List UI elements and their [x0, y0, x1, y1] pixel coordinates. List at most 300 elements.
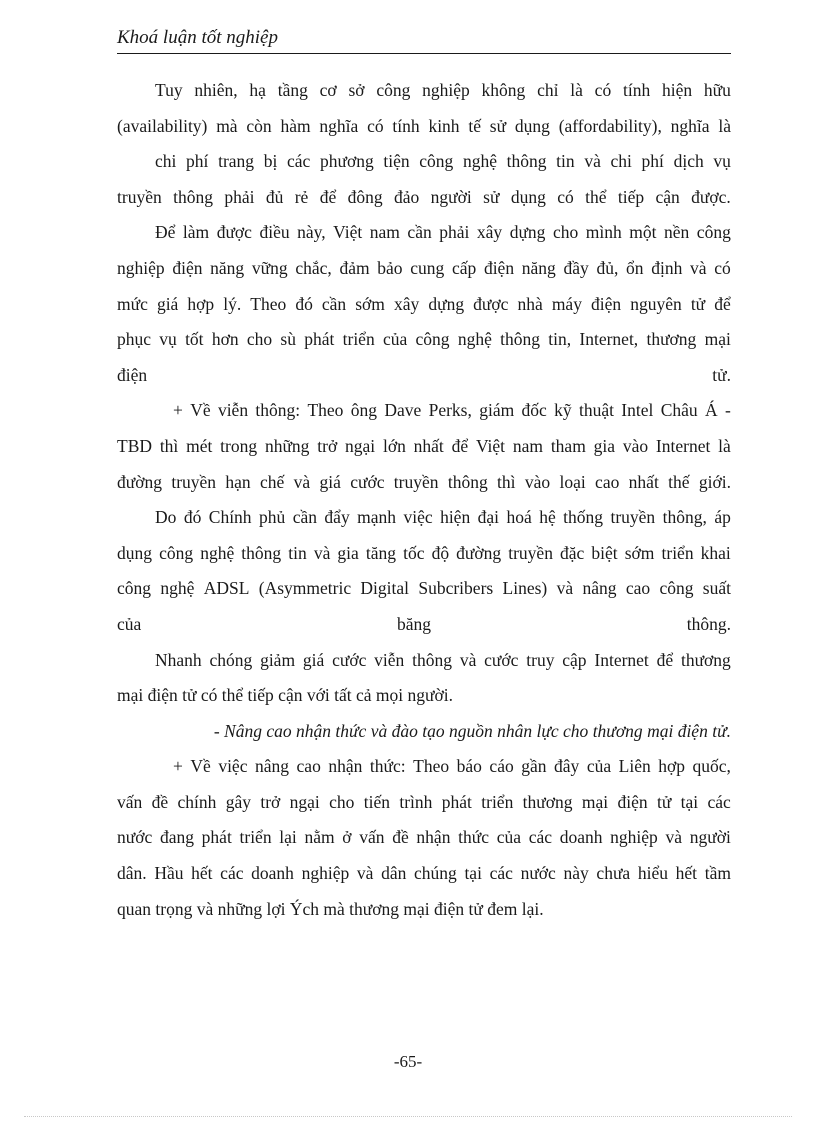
word: tính	[622, 80, 651, 100]
word: giám	[479, 400, 515, 421]
word: và	[313, 542, 331, 563]
word: phủ	[259, 507, 286, 528]
word: truyền	[117, 186, 162, 207]
word: Lines)	[502, 578, 548, 599]
word: Việt	[333, 222, 363, 243]
word: tin	[288, 542, 307, 563]
word: thương	[349, 898, 400, 919]
word: Internet,	[579, 329, 639, 350]
word: cần	[321, 293, 347, 314]
word: nước	[520, 863, 556, 884]
word: (availability)	[117, 115, 208, 136]
word: sử	[483, 186, 500, 207]
word: hiện	[440, 507, 471, 528]
word: có	[714, 257, 731, 278]
text-line	[117, 571, 731, 607]
word: nguồn	[448, 720, 493, 741]
word: mại	[581, 791, 609, 812]
page-number: -65-	[393, 1052, 423, 1071]
word: còn	[246, 115, 272, 136]
word: sớm	[355, 293, 385, 314]
text-line	[117, 500, 731, 536]
word: công	[117, 578, 152, 599]
word: mà	[323, 898, 345, 919]
word: Do	[155, 507, 177, 528]
text-line	[117, 287, 731, 323]
word: Nhanh	[155, 649, 202, 670]
word: doanh	[251, 863, 294, 884]
word: mại	[117, 685, 144, 706]
word: dụng	[514, 115, 550, 136]
word: nghệ	[457, 329, 492, 350]
word: chính	[177, 791, 217, 812]
word: thông	[500, 329, 540, 350]
word: Subcribers	[418, 578, 494, 599]
word: đảo	[394, 186, 420, 207]
word: viễn	[374, 649, 405, 670]
text-line	[117, 251, 731, 287]
word: vào	[622, 435, 649, 456]
word: -	[724, 400, 731, 421]
word: tốc	[403, 542, 425, 563]
word: tử	[468, 898, 483, 919]
word: nghiệp	[422, 80, 470, 100]
body-text	[117, 73, 731, 927]
word: điện	[147, 685, 178, 706]
word: Dave	[384, 400, 422, 421]
word: nằm	[304, 827, 335, 848]
word: với	[306, 685, 330, 706]
word: hạn	[225, 471, 251, 492]
text-line	[117, 892, 731, 928]
word: mình	[585, 222, 622, 243]
word: thông:	[255, 400, 301, 421]
word: phương	[319, 151, 374, 172]
word: tin,	[548, 329, 572, 350]
word: mà	[216, 115, 238, 136]
word: của	[117, 613, 142, 634]
word: công	[659, 578, 694, 599]
word: nghiệp	[117, 257, 165, 278]
word: phí	[186, 151, 209, 172]
word: truyền	[610, 507, 656, 528]
word: của	[586, 756, 612, 777]
word: đó	[295, 293, 313, 314]
word: và	[370, 720, 388, 741]
word: nhiên,	[194, 80, 238, 100]
header-rule	[117, 53, 731, 54]
word: máy	[551, 293, 582, 314]
word: Digital	[360, 578, 410, 599]
word: triển	[342, 329, 375, 350]
word: truyền	[508, 542, 553, 563]
text-line	[117, 215, 731, 251]
word: trang	[218, 151, 255, 172]
word: lực	[536, 720, 559, 741]
word: hoá	[506, 507, 532, 528]
word: chế	[259, 471, 285, 492]
word: nghĩa	[319, 115, 359, 136]
word: mức	[117, 293, 148, 314]
word: tạo	[422, 720, 445, 741]
word: và	[556, 578, 574, 599]
word: của	[382, 329, 408, 350]
word: triển	[481, 791, 514, 812]
word: cận	[278, 685, 303, 706]
word: này	[563, 863, 589, 884]
word: thông,	[662, 507, 707, 528]
word: đem	[487, 898, 518, 919]
word: được	[216, 222, 252, 243]
text-line	[117, 144, 731, 180]
word: vấn	[117, 791, 143, 812]
word: các	[528, 827, 552, 848]
word: cần	[292, 507, 317, 528]
word: +	[173, 756, 183, 777]
word: chi	[155, 151, 177, 172]
word: thương	[592, 720, 643, 741]
word: báo	[456, 756, 482, 777]
word: Theo	[413, 756, 450, 777]
word: này,	[297, 222, 326, 243]
word: viễn	[217, 400, 249, 421]
word: có	[594, 80, 612, 100]
word: băng	[397, 613, 432, 634]
word: và	[293, 471, 311, 492]
word: hạ	[249, 80, 266, 100]
word: (affordability),	[558, 115, 662, 136]
word: điện	[434, 898, 465, 919]
word: Việt	[475, 435, 506, 456]
word: và	[584, 151, 601, 172]
word: đủ,	[596, 257, 619, 278]
word: tại	[680, 791, 699, 812]
word: các	[707, 791, 731, 812]
text-line	[117, 465, 731, 501]
word: điện	[591, 293, 622, 314]
word: quốc,	[692, 756, 731, 777]
word: nghiệp	[301, 863, 350, 884]
word: đang	[159, 827, 194, 848]
word: giá	[319, 471, 341, 492]
word: nhất	[628, 471, 659, 492]
word: nghệ	[160, 578, 195, 599]
word: truy	[526, 649, 555, 670]
word: thống	[563, 507, 604, 528]
word: vụ	[713, 151, 731, 172]
word: cấp	[451, 257, 477, 278]
word: suất	[702, 578, 731, 599]
word: nghiệp	[610, 827, 658, 848]
word: sớm	[624, 542, 655, 563]
word: các	[489, 863, 513, 884]
word: và	[665, 827, 683, 848]
word: trình	[399, 791, 433, 812]
text-line	[117, 785, 731, 821]
word: ở	[342, 827, 352, 848]
word: người.	[407, 685, 453, 706]
word: rẻ	[294, 186, 309, 207]
word: là	[570, 80, 583, 100]
word: cao	[296, 756, 321, 777]
word: lại.	[521, 898, 544, 919]
word: mại	[704, 329, 731, 350]
word: mọi	[375, 685, 404, 706]
word: được	[473, 293, 509, 314]
word: thức:	[369, 756, 406, 777]
word: Hầu	[154, 863, 184, 884]
word: triển	[239, 827, 272, 848]
word: triển	[661, 542, 694, 563]
word: phát	[441, 791, 472, 812]
word: điện	[483, 257, 515, 278]
word: việc	[403, 507, 433, 528]
word: hợp	[658, 756, 685, 777]
word: tử	[656, 791, 672, 812]
word: thông	[447, 471, 488, 492]
word: thì	[497, 471, 516, 492]
word: tăng	[365, 542, 397, 563]
word: nhà	[517, 293, 543, 314]
word: Á	[704, 400, 718, 421]
word: đầy	[563, 257, 589, 278]
word: trong	[220, 435, 258, 456]
word: tầng	[277, 80, 308, 100]
word: Intel	[621, 400, 654, 421]
word: tầm	[704, 863, 731, 884]
word: cần	[407, 222, 432, 243]
word: tế	[468, 115, 481, 136]
word: cước	[332, 649, 367, 670]
word: mạnh	[357, 507, 397, 528]
word: có	[557, 186, 574, 207]
word: thuật	[578, 400, 614, 421]
word: thương	[522, 791, 573, 812]
word: để	[319, 186, 337, 207]
word: làm	[182, 222, 210, 243]
word: nền	[664, 222, 690, 243]
word: Theo	[250, 293, 287, 314]
word: loại	[559, 471, 586, 492]
text-line	[117, 714, 731, 750]
word: tử	[182, 685, 197, 706]
word: những	[217, 898, 263, 919]
word: điện	[677, 720, 708, 741]
word: áp	[714, 507, 731, 528]
word: dụng	[510, 186, 546, 207]
word: Chính	[208, 507, 252, 528]
word: cho	[246, 329, 273, 350]
word: điện	[172, 257, 203, 278]
word: sở	[348, 80, 365, 100]
word: cho	[563, 720, 589, 741]
text-line	[117, 322, 731, 358]
word: và	[690, 257, 707, 278]
word: đề	[151, 791, 169, 812]
word: thông	[506, 151, 547, 172]
word: cho	[552, 222, 579, 243]
text-line	[117, 678, 731, 714]
word: các	[286, 151, 311, 172]
word: dịch	[673, 151, 704, 172]
word: Nâng	[224, 720, 262, 741]
word: kinh	[428, 115, 460, 136]
word: lại	[279, 827, 297, 848]
word: tin	[556, 151, 575, 172]
word: đủ	[265, 186, 284, 207]
word: việc	[218, 756, 248, 777]
word: ngại	[289, 791, 320, 812]
word: nhận	[296, 720, 331, 741]
word: +	[173, 400, 183, 421]
word: đông	[347, 186, 383, 207]
word: kỹ	[554, 400, 572, 421]
word: hiện	[662, 80, 693, 100]
text-line	[117, 358, 731, 394]
word: thông	[173, 186, 213, 207]
word: Để	[155, 222, 176, 243]
word: thông	[241, 542, 282, 563]
word: tham	[550, 435, 586, 456]
page-bottom-dotted-rule	[24, 1116, 792, 1117]
word: tốt	[185, 329, 204, 350]
word: thông.	[686, 613, 731, 634]
word: cho	[329, 791, 355, 812]
word: giá	[156, 293, 179, 314]
page-header-title: Khoá luận tốt nghiệp	[117, 27, 278, 48]
text-line	[117, 73, 731, 109]
word: mại	[403, 898, 430, 919]
word: giá	[302, 649, 325, 670]
word: một	[629, 222, 657, 243]
word: xây	[476, 222, 503, 243]
word: Theo	[307, 400, 344, 421]
word: chi	[610, 151, 632, 172]
word: cao	[625, 578, 651, 599]
word: -	[213, 720, 220, 741]
word: cập	[562, 649, 587, 670]
word: Về	[190, 756, 211, 777]
word: nam	[369, 222, 400, 243]
word: tất	[334, 685, 352, 706]
word: nâng	[582, 578, 617, 599]
word: đường	[456, 542, 502, 563]
word: phát	[304, 329, 335, 350]
word: phục	[117, 329, 152, 350]
word: điện	[617, 791, 648, 812]
word: hiểu	[637, 863, 668, 884]
word: dựng	[428, 293, 465, 314]
word: công	[376, 80, 411, 100]
word: trở	[260, 791, 281, 812]
word: tiếp	[247, 685, 274, 706]
word: khai	[700, 542, 731, 563]
word: của	[496, 827, 521, 848]
word: Internet	[655, 435, 711, 456]
word: xây	[393, 293, 420, 314]
word: để	[656, 649, 674, 670]
word: bị	[263, 151, 278, 172]
word: thông	[412, 649, 452, 670]
word: tiện	[383, 151, 410, 172]
word: vụ	[159, 329, 177, 350]
word: phải	[224, 186, 255, 207]
word: vấn	[359, 827, 385, 848]
word: gia	[337, 542, 359, 563]
word: là	[718, 435, 731, 456]
word: bảo	[377, 257, 403, 278]
word: chưa	[596, 863, 631, 884]
word: thì	[159, 435, 179, 456]
word: đường	[117, 471, 162, 492]
word: nhận	[328, 756, 363, 777]
word: thế	[668, 471, 690, 492]
word: vào	[524, 471, 551, 492]
word: nghệ	[462, 151, 497, 172]
word: tử	[690, 293, 706, 314]
word: năng	[210, 257, 245, 278]
text-line	[117, 429, 731, 465]
word: và	[196, 898, 214, 919]
word: lý.	[223, 293, 242, 314]
word: thức	[335, 720, 367, 741]
word: vững	[251, 257, 288, 278]
word: thương	[680, 649, 731, 670]
word: năng	[521, 257, 556, 278]
word: dân	[381, 863, 407, 884]
word: dụng	[117, 542, 152, 563]
word: dựng	[509, 222, 546, 243]
word: dân.	[117, 863, 147, 884]
word: tính	[392, 115, 420, 136]
word: giảm	[260, 649, 296, 670]
word: doanh	[559, 827, 603, 848]
word: quan	[117, 898, 152, 919]
word: công	[415, 329, 450, 350]
word: tiếp	[617, 186, 645, 207]
word: đây	[554, 756, 580, 777]
word: chắc,	[295, 257, 332, 278]
word: cả	[355, 685, 372, 706]
word: ổn	[626, 257, 644, 278]
word: sử	[489, 115, 507, 136]
text-line	[117, 749, 731, 785]
word: thể	[585, 186, 607, 207]
word: (Asymmetric	[258, 578, 352, 599]
word: Liên	[618, 756, 651, 777]
word: cước	[350, 471, 385, 492]
word: phí	[641, 151, 664, 172]
word: điện	[117, 364, 148, 385]
word: nghệ	[200, 542, 235, 563]
word: ông	[350, 400, 378, 421]
word: truyền	[171, 471, 217, 492]
word: Về	[190, 400, 211, 421]
word: đại	[477, 507, 500, 528]
word: hệ	[539, 507, 556, 528]
word: phải	[439, 222, 470, 243]
word: điều	[259, 222, 290, 243]
word: hữu	[703, 80, 731, 100]
word: cơ	[319, 80, 337, 100]
word: nâng	[254, 756, 290, 777]
word: chúng	[414, 863, 457, 884]
word: định	[651, 257, 683, 278]
word: đẩy	[324, 507, 350, 528]
word: và	[356, 863, 374, 884]
word: cận	[655, 186, 680, 207]
word: Tuy	[155, 80, 183, 100]
